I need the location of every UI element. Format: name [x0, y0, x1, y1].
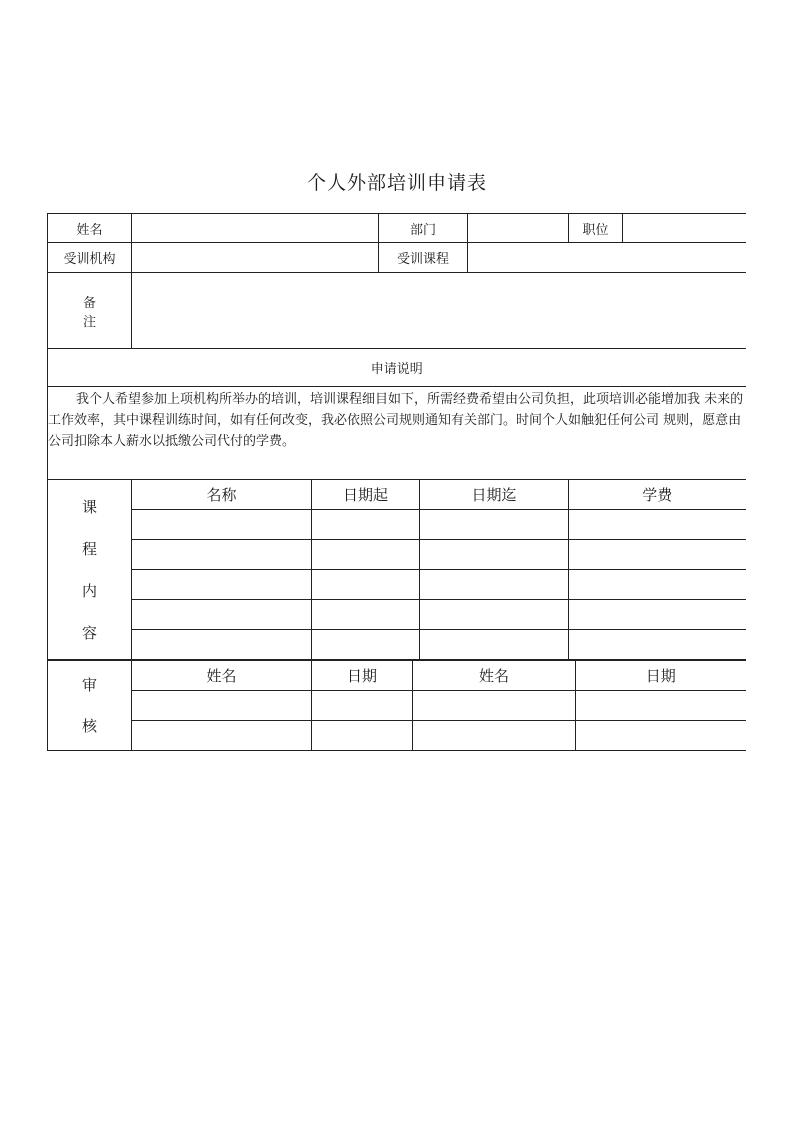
course-field[interactable]	[468, 243, 746, 273]
course-col-start: 日期起	[312, 480, 420, 510]
name-field[interactable]	[132, 214, 379, 243]
table-row	[48, 691, 746, 721]
application-statement	[48, 387, 746, 480]
review-label	[48, 661, 132, 751]
course-cell[interactable]	[420, 570, 569, 600]
course-cell[interactable]	[312, 540, 420, 570]
note-label: 备 注	[48, 273, 132, 349]
table-row	[48, 721, 746, 751]
course-side-char: 内	[81, 581, 97, 600]
course-cell[interactable]	[420, 600, 569, 630]
course-content-label	[48, 480, 132, 660]
course-cell[interactable]	[569, 570, 746, 600]
course-cell[interactable]	[420, 630, 569, 660]
review-cell[interactable]	[413, 691, 576, 721]
course-cell[interactable]	[420, 510, 569, 540]
course-cell[interactable]	[132, 570, 312, 600]
course-cell[interactable]	[569, 510, 746, 540]
course-side-char: 课	[81, 497, 97, 516]
info-table	[47, 213, 746, 480]
table-row	[48, 570, 746, 600]
review-table	[47, 660, 746, 751]
review-cell[interactable]	[576, 721, 746, 751]
course-cell[interactable]	[569, 540, 746, 570]
course-label: 受训课程	[379, 243, 468, 273]
review-cell[interactable]	[576, 691, 746, 721]
course-cell[interactable]	[312, 630, 420, 660]
course-cell[interactable]	[132, 600, 312, 630]
review-cell[interactable]	[312, 691, 413, 721]
course-cell[interactable]	[420, 540, 569, 570]
org-field[interactable]	[132, 243, 379, 273]
course-side-char: 程	[81, 539, 97, 558]
dept-field[interactable]	[468, 214, 569, 243]
application-text: 我个人希望参加上项机构所举办的培训，培训课程细目如下，所需经费希望由公司负担，此项培训必能增加我 未来的工作效率，其中课程训练时间，如有任何改变，我必依照公司规则通知有关部门。时间个人如触犯任何公司 规则，愿意由公司扣除本人薪水以抵缴公司代付的学费。	[48, 392, 744, 449]
course-cell[interactable]	[132, 540, 312, 570]
review-cell[interactable]	[413, 721, 576, 751]
course-cell[interactable]	[312, 600, 420, 630]
course-cell[interactable]	[132, 630, 312, 660]
course-cell[interactable]	[312, 570, 420, 600]
org-label: 受训机构	[48, 243, 132, 273]
page-title: 个人外部培训申请表	[306, 172, 487, 194]
position-field[interactable]	[623, 214, 746, 243]
review-cell[interactable]	[312, 721, 413, 751]
course-cell[interactable]	[312, 510, 420, 540]
table-row	[48, 540, 746, 570]
review-cell[interactable]	[132, 721, 312, 751]
course-side-char: 容	[81, 623, 97, 642]
application-heading: 申请说明	[48, 349, 746, 387]
review-cell[interactable]	[132, 691, 312, 721]
table-row	[48, 630, 746, 660]
review-col-name-1: 姓名	[132, 661, 312, 691]
course-cell[interactable]	[569, 630, 746, 660]
table-row	[48, 600, 746, 630]
course-col-fee: 学费	[569, 480, 746, 510]
course-col-name: 名称	[132, 480, 312, 510]
review-col-date-1: 日期	[312, 661, 413, 691]
name-label: 姓名	[48, 214, 132, 243]
course-table	[47, 479, 746, 660]
course-cell[interactable]	[132, 510, 312, 540]
table-row	[48, 510, 746, 540]
position-label: 职位	[569, 214, 623, 243]
review-side-char: 审	[81, 675, 97, 694]
course-col-end: 日期迄	[420, 480, 569, 510]
review-col-name-2: 姓名	[413, 661, 576, 691]
dept-label: 部门	[379, 214, 468, 243]
review-side-char: 核	[81, 716, 97, 735]
course-cell[interactable]	[569, 600, 746, 630]
note-field[interactable]	[132, 273, 746, 349]
review-col-date-2: 日期	[576, 661, 746, 691]
